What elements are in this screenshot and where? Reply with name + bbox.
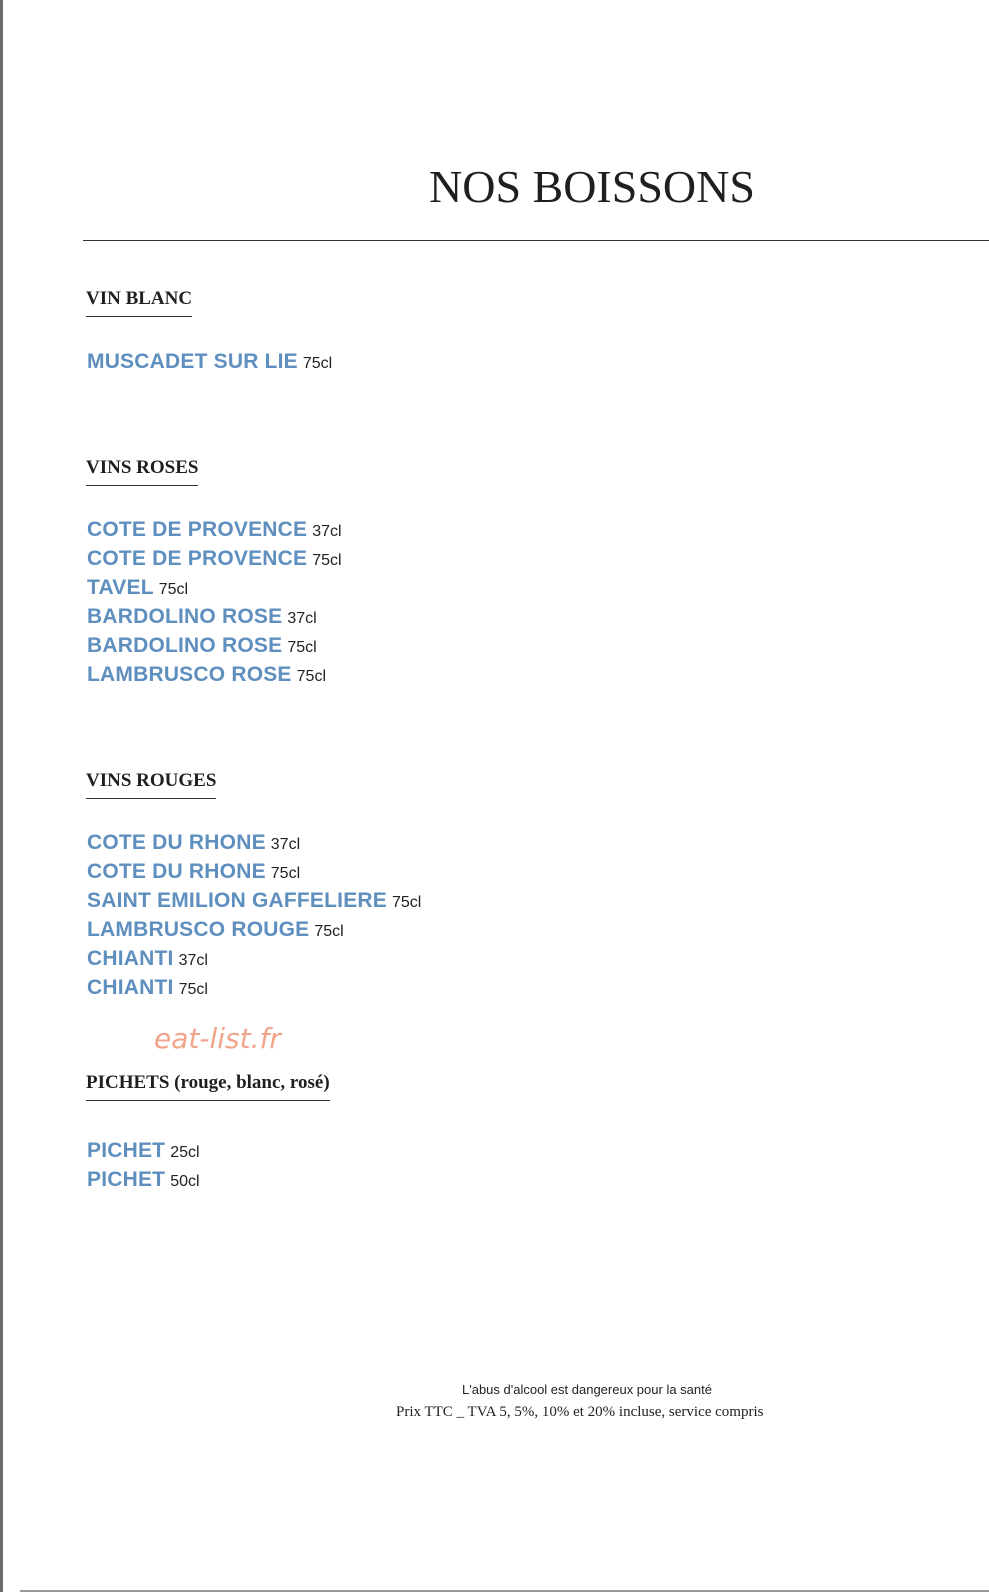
- wine-name: SAINT EMILION GAFFELIERE: [87, 889, 387, 912]
- wine-name: PICHET: [87, 1139, 166, 1162]
- wine-volume: 75cl: [314, 923, 344, 940]
- wine-list-pichets: [87, 1136, 200, 1194]
- wine-volume: 75cl: [287, 639, 317, 656]
- wine-name: LAMBRUSCO ROUGE: [87, 918, 310, 941]
- wine-name: BARDOLINO ROSE: [87, 634, 283, 657]
- wine-volume: 50cl: [170, 1173, 200, 1190]
- list-item: [87, 347, 332, 376]
- list-item: [87, 973, 421, 1002]
- wine-volume: 37cl: [178, 952, 208, 969]
- wine-name: COTE DE PROVENCE: [87, 547, 308, 570]
- list-item: [87, 573, 342, 602]
- scan-left-edge: [0, 0, 3, 1592]
- list-item: [87, 544, 342, 573]
- watermark: eat-list.fr: [154, 1022, 281, 1055]
- section-heading-vins-rouges: VINS ROUGES: [86, 770, 216, 799]
- price-note: Prix TTC _ TVA 5, 5%, 10% et 20% incluse, service compris: [396, 1404, 764, 1420]
- wine-volume: 75cl: [296, 668, 326, 685]
- wine-volume: 75cl: [178, 981, 208, 998]
- page-title: NOS BOISSONS: [429, 161, 755, 212]
- wine-volume: 75cl: [158, 581, 189, 598]
- wine-name: COTE DU RHONE: [87, 860, 266, 883]
- wine-name: CHIANTI: [87, 947, 174, 970]
- wine-name: CHIANTI: [87, 976, 174, 999]
- wine-volume: 37cl: [270, 836, 301, 853]
- list-item: [87, 631, 342, 660]
- section-heading-pichets: PICHETS (rouge, blanc, rosé): [86, 1072, 330, 1101]
- wine-name: BARDOLINO ROSE: [87, 605, 283, 628]
- list-item: [87, 915, 421, 944]
- list-item: [87, 944, 421, 973]
- wine-volume: 75cl: [391, 894, 422, 911]
- title-divider: [83, 240, 989, 241]
- section-heading-vins-roses: VINS ROSES: [86, 457, 198, 486]
- wine-list-vins-rouges: [87, 828, 421, 1002]
- wine-name: TAVEL: [87, 576, 154, 599]
- wine-volume: 75cl: [302, 355, 333, 372]
- list-item: [87, 1136, 200, 1165]
- wine-name: COTE DU RHONE: [87, 831, 266, 854]
- wine-volume: 25cl: [170, 1144, 200, 1161]
- list-item: [87, 602, 342, 631]
- section-heading-vin-blanc: VIN BLANC: [86, 288, 192, 317]
- wine-list-vins-roses: [87, 515, 342, 689]
- list-item: [87, 857, 421, 886]
- list-item: [87, 828, 421, 857]
- alcohol-warning: L'abus d'alcool est dangereux pour la santé: [462, 1382, 712, 1397]
- wine-name: MUSCADET SUR LIE: [87, 350, 298, 373]
- wine-volume: 37cl: [287, 610, 317, 627]
- wine-name: PICHET: [87, 1168, 166, 1191]
- wine-volume: 37cl: [312, 523, 342, 540]
- list-item: [87, 515, 342, 544]
- wine-name: LAMBRUSCO ROSE: [87, 663, 292, 686]
- list-item: [87, 1165, 200, 1194]
- wine-volume: 75cl: [270, 865, 301, 882]
- wine-list-vin-blanc: [87, 347, 332, 376]
- wine-volume: 75cl: [312, 552, 342, 569]
- list-item: [87, 660, 342, 689]
- list-item: [87, 886, 421, 915]
- wine-name: COTE DE PROVENCE: [87, 518, 308, 541]
